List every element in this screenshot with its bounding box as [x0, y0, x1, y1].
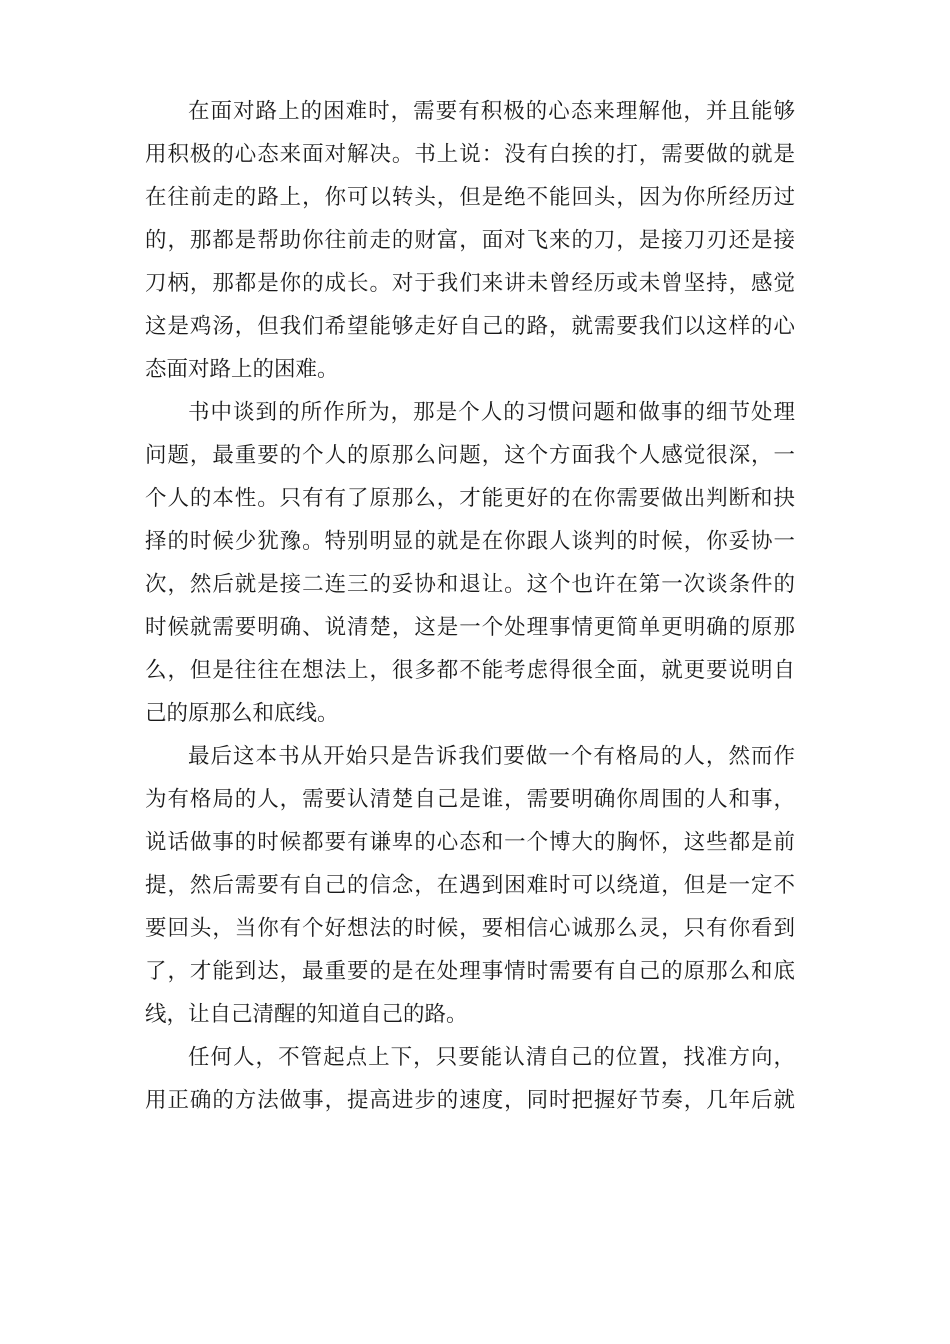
text-line: 时候就需要明确、说清楚，这是一个处理事情更简单更明确的原那 — [145, 615, 795, 640]
text-line: 的，那都是帮助你往前走的财富，面对飞来的刀，是接刀刃还是接 — [145, 228, 795, 253]
text-line: 书中谈到的所作所为，那是个人的习惯问题和做事的细节处理 — [188, 400, 795, 425]
text-line: 态面对路上的困难。 — [145, 357, 339, 382]
text-line: 要回头，当你有个好想法的时候，要相信心诚那么灵，只有你看到 — [145, 916, 795, 941]
text-line: 刀柄，那都是你的成长。对于我们来讲未曾经历或未曾坚持，感觉 — [145, 271, 795, 296]
text-line: 次，然后就是接二连三的妥协和退让。这个也许在第一次谈条件的 — [145, 572, 795, 597]
text-line: 最后这本书从开始只是告诉我们要做一个有格局的人，然而作 — [188, 744, 795, 769]
text-line: 己的原那么和底线。 — [145, 701, 339, 726]
text-line: 说话做事的时候都要有谦卑的心态和一个博大的胸怀，这些都是前 — [145, 830, 795, 855]
paragraph-3 — [145, 735, 795, 1036]
text-line: 个人的本性。只有有了原那么，才能更好的在你需要做出判断和抉 — [145, 486, 795, 511]
text-line: 用积极的心态来面对解决。书上说：没有白挨的打，需要做的就是 — [145, 142, 795, 167]
text-line: 在面对路上的困难时，需要有积极的心态来理解他，并且能够 — [188, 99, 795, 124]
paragraph-4 — [145, 1036, 795, 1122]
text-line: 任何人，不管起点上下，只要能认清自己的位置，找准方向， — [188, 1045, 795, 1070]
text-line: 问题，最重要的个人的原那么问题，这个方面我个人感觉很深，一 — [145, 443, 795, 468]
paragraph-1 — [145, 90, 795, 391]
text-line: 为有格局的人，需要认清楚自己是谁，需要明确你周围的人和事， — [145, 787, 795, 812]
text-line: 这是鸡汤，但我们希望能够走好自己的路，就需要我们以这样的心 — [145, 314, 795, 339]
text-line: 线，让自己清醒的知道自己的路。 — [145, 1002, 468, 1027]
text-line: 在往前走的路上，你可以转头，但是绝不能回头，因为你所经历过 — [145, 185, 795, 210]
text-line: 择的时候少犹豫。特别明显的就是在你跟人谈判的时候，你妥协一 — [145, 529, 795, 554]
document-body — [145, 90, 795, 1122]
text-line: 提，然后需要有自己的信念，在遇到困难时可以绕道，但是一定不 — [145, 873, 795, 898]
text-line: 用正确的方法做事，提高进步的速度，同时把握好节奏，几年后就 — [145, 1088, 795, 1113]
paragraph-2 — [145, 391, 795, 735]
text-line: 了，才能到达，最重要的是在处理事情时需要有自己的原那么和底 — [145, 959, 795, 984]
text-line: 么，但是往往在想法上，很多都不能考虑得很全面，就更要说明自 — [145, 658, 795, 683]
